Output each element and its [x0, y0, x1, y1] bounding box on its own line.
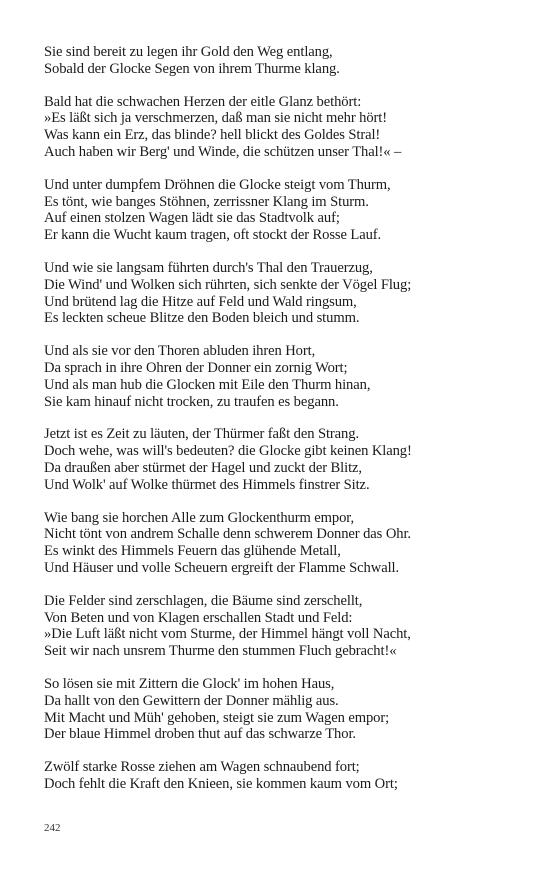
- verse-line: Und Wolk' auf Wolke thürmet des Himmels finstrer Sitz.: [44, 476, 370, 493]
- verse-line: Bald hat die schwachen Herzen der eitle Glanz bethört:: [44, 93, 362, 110]
- verse-line: Die Felder sind zerschlagen, die Bäume sind zerschellt,: [44, 592, 363, 609]
- verse-line: Doch fehlt die Kraft den Knieen, sie kommen kaum vom Ort;: [44, 775, 398, 792]
- verse-line: Wie bang sie horchen Alle zum Glockenthurm empor,: [44, 509, 355, 526]
- verse-line: Und wie sie langsam führten durch's Thal den Trauerzug,: [44, 259, 373, 276]
- stanza: [44, 593, 544, 660]
- verse-line: Es tönt, wie banges Stöhnen, zerrissner Klang im Sturm.: [44, 193, 369, 210]
- stanza: [44, 343, 544, 410]
- verse-line: Jetzt ist es Zeit zu läuten, der Thürmer faßt den Strang.: [44, 426, 359, 443]
- verse-line: Zwölf starke Rosse ziehen am Wagen schnaubend fort;: [44, 759, 360, 776]
- verse-line: Seit wir nach unsrem Thurme den stummen Fluch gebracht!«: [44, 643, 397, 660]
- verse-line: Von Beten und von Klagen erschallen Stadt und Feld:: [44, 609, 353, 626]
- verse-line: Da hallt von den Gewittern der Donner mählig aus.: [44, 692, 339, 709]
- stanza: [44, 676, 544, 743]
- page-number: 242: [44, 822, 61, 834]
- verse-line: Und als man hub die Glocken mit Eile den Thurm hinan,: [44, 376, 371, 393]
- stanza: [44, 510, 544, 577]
- verse-line: Auf einen stolzen Wagen lädt sie das Stadtvolk auf;: [44, 210, 340, 227]
- verse-line: Sie kam hinauf nicht trocken, zu traufen es begann.: [44, 393, 339, 410]
- verse-line: Es leckten scheue Blitze den Boden bleich und stumm.: [44, 310, 360, 327]
- verse-line: Doch wehe, was will's bedeuten? die Glocke gibt keinen Klang!: [44, 443, 412, 460]
- stanza: [44, 44, 544, 78]
- verse-line: Und Häuser und volle Scheuern ergreift der Flamme Schwall.: [44, 559, 400, 576]
- verse-line: Und als sie vor den Thoren abluden ihren Hort,: [44, 343, 316, 360]
- verse-line: Da draußen aber stürmet der Hagel und zuckt der Blitz,: [44, 459, 362, 476]
- verse-line: Auch haben wir Berg' und Winde, die schützen unser Thal!« –: [44, 143, 402, 160]
- verse-line: Sie sind bereit zu legen ihr Gold den Weg entlang,: [44, 44, 333, 60]
- verse-line: »Die Luft läßt nicht vom Sturme, der Himmel hängt voll Nacht,: [44, 626, 411, 643]
- verse-line: So lösen sie mit Zittern die Glock' im hohen Haus,: [44, 675, 335, 692]
- verse-line: Die Wind' und Wolken sich rührten, sich senkte der Vögel Flug;: [44, 276, 412, 293]
- stanza: [44, 759, 544, 793]
- verse-line: Und brütend lag die Hitze auf Feld und Wald ringsum,: [44, 293, 357, 310]
- verse-line: Sobald der Glocke Segen von ihrem Thurme klang.: [44, 60, 340, 77]
- verse-line: Und unter dumpfem Dröhnen die Glocke steigt vom Thurm,: [44, 176, 391, 193]
- verse-line: Was kann ein Erz, das blinde? hell blickt des Goldes Stral!: [44, 127, 381, 144]
- poem-page: [44, 44, 544, 809]
- verse-line: Es winkt des Himmels Feuern das glühende Metall,: [44, 543, 341, 560]
- verse-line: »Es läßt sich ja verschmerzen, daß man sie nicht mehr hört!: [44, 110, 388, 127]
- stanza: [44, 94, 544, 161]
- stanza: [44, 426, 544, 493]
- stanza: [44, 260, 544, 327]
- poem-text: [44, 44, 544, 793]
- verse-line: Er kann die Wucht kaum tragen, oft stockt der Rosse Lauf.: [44, 227, 382, 244]
- verse-line: Nicht tönt von andrem Schalle denn schwerem Donner das Ohr.: [44, 526, 411, 543]
- verse-line: Mit Macht und Müh' gehoben, steigt sie zum Wagen empor;: [44, 709, 390, 726]
- verse-line: Der blaue Himmel droben thut auf das schwarze Thor.: [44, 726, 356, 743]
- verse-line: Da sprach in ihre Ohren der Donner ein zornig Wort;: [44, 359, 348, 376]
- stanza: [44, 177, 544, 244]
